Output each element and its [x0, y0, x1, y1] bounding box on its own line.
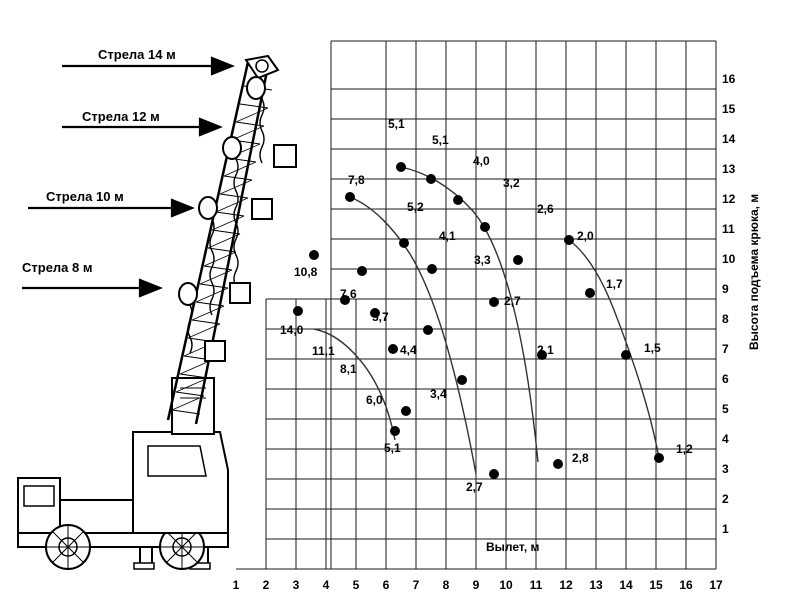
x-tick: 1	[232, 578, 240, 592]
x-tick: 16	[679, 578, 693, 592]
point-label: 3,3	[474, 253, 491, 267]
y-tick: 10	[722, 252, 736, 266]
point-label: 2,7	[504, 294, 521, 308]
point-label: 2,6	[537, 202, 554, 216]
load-curves	[314, 167, 659, 474]
boom-label-12: Стрела 12 м	[82, 109, 160, 124]
x-tick: 4	[322, 578, 330, 592]
point-label: 4,1	[439, 229, 456, 243]
point-label: 2,0	[577, 229, 594, 243]
y-tick: 1	[722, 522, 729, 536]
y-tick: 6	[722, 372, 729, 386]
point-label: 5,1	[388, 117, 405, 131]
point-label: 14,0	[280, 323, 304, 337]
x-tick: 17	[709, 578, 723, 592]
x-tick: 15	[649, 578, 663, 592]
point-label: 11,1	[312, 344, 335, 358]
x-tick: 9	[472, 578, 480, 592]
crane-illustration	[18, 56, 296, 569]
y-tick: 8	[722, 312, 729, 326]
point-label: 6,0	[366, 393, 383, 407]
point-label: 10,8	[294, 265, 318, 279]
point-label: 4,4	[400, 343, 417, 357]
x-axis-title: Вылет, м	[486, 540, 540, 554]
point-label: 5,1	[384, 441, 401, 455]
boom-label-10: Стрела 10 м	[46, 189, 124, 204]
y-tick: 15	[722, 102, 736, 116]
x-tick: 3	[292, 578, 300, 592]
x-tick: 10	[499, 578, 513, 592]
x-tick: 6	[382, 578, 390, 592]
y-tick: 7	[722, 342, 729, 356]
point-label: 7,6	[340, 287, 357, 301]
boom-label-14: Стрела 14 м	[98, 47, 176, 62]
point-label: 1,2	[676, 442, 693, 456]
y-tick: 11	[722, 222, 735, 236]
point-label: 2,1	[537, 343, 554, 357]
y-tick: 16	[722, 72, 736, 86]
point-label: 2,7	[466, 480, 483, 494]
x-tick: 11	[529, 578, 543, 592]
point-label: 5,7	[372, 310, 389, 324]
x-tick: 7	[412, 578, 420, 592]
data-points	[293, 162, 664, 479]
point-label: 4,0	[473, 154, 490, 168]
point-label: 7,8	[348, 173, 365, 187]
point-label: 3,2	[503, 176, 520, 190]
point-label: 1,5	[644, 341, 661, 355]
y-tick: 3	[722, 462, 729, 476]
point-label: 2,8	[572, 451, 589, 465]
y-tick: 13	[722, 162, 736, 176]
y-tick: 9	[722, 282, 729, 296]
point-label: 3,4	[430, 387, 447, 401]
point-label: 5,2	[407, 200, 424, 214]
y-tick: 12	[722, 192, 736, 206]
y-axis-title: Высота подъема крюка, м	[747, 193, 761, 350]
x-tick: 13	[589, 578, 603, 592]
x-tick: 5	[352, 578, 360, 592]
x-tick: 2	[262, 578, 270, 592]
x-tick: 12	[559, 578, 573, 592]
y-tick: 2	[722, 492, 729, 506]
y-tick: 5	[722, 402, 729, 416]
y-tick: 4	[722, 432, 729, 446]
y-tick: 14	[722, 132, 736, 146]
x-tick: 8	[442, 578, 450, 592]
point-label: 5,1	[432, 133, 449, 147]
boom-label-8: Стрела 8 м	[22, 260, 93, 275]
x-tick: 14	[619, 578, 633, 592]
point-label: 1,7	[606, 277, 623, 291]
point-label: 8,1	[340, 362, 357, 376]
